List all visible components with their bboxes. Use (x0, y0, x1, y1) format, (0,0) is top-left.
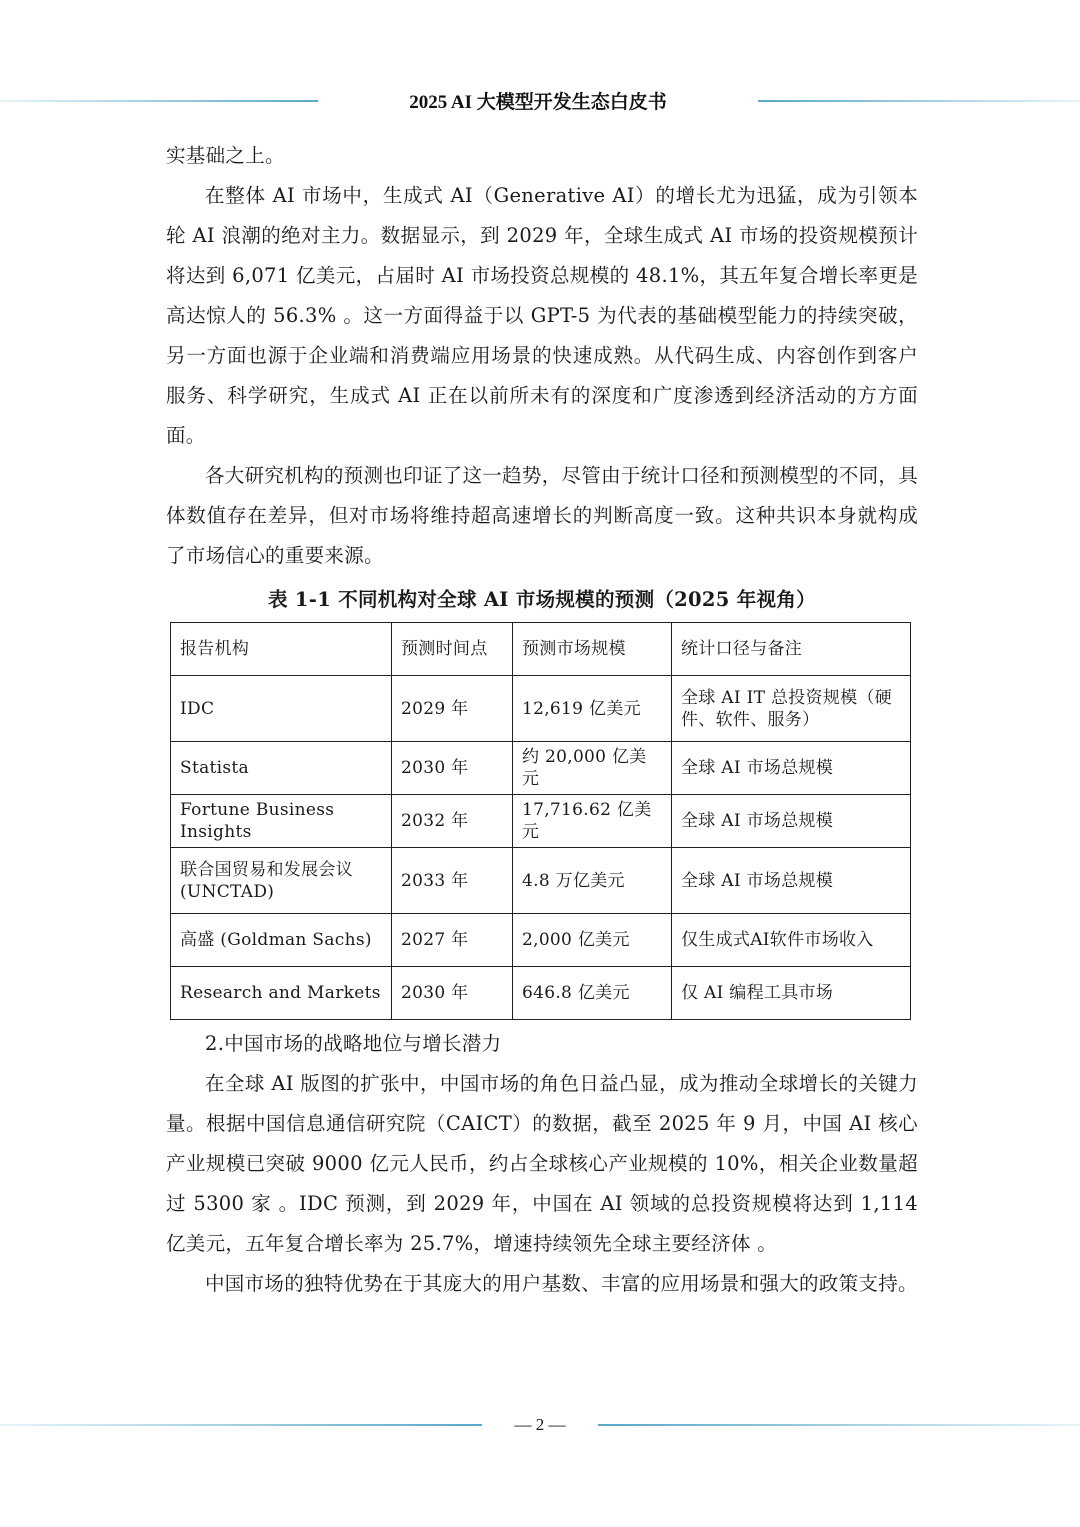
table-row (171, 967, 911, 1020)
table-cell-year: 2033 年 (392, 848, 513, 914)
paragraph-china-market: 在全球 AI 版图的扩张中，中国市场的角色日益凸显，成为推动全球增长的关键力量。根据中国信息通信研究院（CAICT）的数据，截至 2025 年 9 月，中国 AI 核心产业规模已突破 9000 亿元人民币，约占全球核心产业规模的 10%，相关企业数量超过 5300 家 。IDC 预测，到 2029 年，中国在 AI 领域的总投资规模将达到 1,114 亿美元，五年复合增长率为 25.7%，增速持续领先全球主要经济体 。 (166, 1072, 918, 1255)
table-cell-size: 约 20,000 亿美元 (513, 742, 672, 795)
table-cell-org: 高盛 (Goldman Sachs) (171, 914, 392, 967)
table-header-cell: 报告机构 (171, 623, 392, 676)
page-content (166, 136, 918, 1304)
table-cell-org: IDC (171, 676, 392, 742)
header-rule-left (0, 100, 318, 102)
table-header-row (171, 623, 911, 676)
table-cell-size: 4.8 万亿美元 (513, 848, 672, 914)
table-cell-size: 646.8 亿美元 (513, 967, 672, 1020)
section-heading-china-market: 2.中国市场的战略地位与增长潜力 (205, 1032, 502, 1055)
table-cell-year: 2027 年 (392, 914, 513, 967)
table-cell-org: Research and Markets (171, 967, 392, 1020)
page-number: — 2 — (514, 1415, 566, 1434)
header-rule-right (758, 100, 1080, 102)
paragraph-continuation: 实基础之上。 (166, 144, 285, 167)
table-header-cell: 预测市场规模 (513, 623, 672, 676)
table-cell-note: 全球 AI IT 总投资规模（硬件、软件、服务） (672, 676, 911, 742)
document-header-title: 2025 AI 大模型开发生态白皮书 (409, 92, 667, 113)
table-cell-year: 2032 年 (392, 795, 513, 848)
table-header-cell: 统计口径与备注 (672, 623, 911, 676)
table-cell-org: 联合国贸易和发展会议 (UNCTAD) (171, 848, 392, 914)
table-cell-size: 17,716.62 亿美元 (513, 795, 672, 848)
table-cell-note: 全球 AI 市场总规模 (672, 848, 911, 914)
table-cell-note: 全球 AI 市场总规模 (672, 795, 911, 848)
table-row (171, 914, 911, 967)
table-cell-size: 12,619 亿美元 (513, 676, 672, 742)
table-cell-org: Fortune Business Insights (171, 795, 392, 848)
table-row (171, 676, 911, 742)
paragraph-institution-forecasts: 各大研究机构的预测也印证了这一趋势，尽管由于统计口径和预测模型的不同，具体数值存在差异，但对市场将维持超高速增长的判断高度一致。这种共识本身就构成了市场信心的重要来源。 (166, 464, 918, 567)
table-cell-year: 2029 年 (392, 676, 513, 742)
paragraph-china-advantages: 中国市场的独特优势在于其庞大的用户基数、丰富的应用场景和强大的政策支持。 (205, 1272, 918, 1295)
table-caption: 表 1-1 不同机构对全球 AI 市场规模的预测（2025 年视角） (268, 588, 816, 611)
table-cell-note: 全球 AI 市场总规模 (672, 742, 911, 795)
table-row (171, 742, 911, 795)
forecast-table (170, 622, 911, 1020)
table-cell-year: 2030 年 (392, 967, 513, 1020)
table-cell-note: 仅 AI 编程工具市场 (672, 967, 911, 1020)
table-cell-note: 仅生成式AI软件市场收入 (672, 914, 911, 967)
table-row (171, 848, 911, 914)
table-row (171, 795, 911, 848)
table-header-cell: 预测时间点 (392, 623, 513, 676)
footer-rule-right (598, 1424, 1080, 1426)
footer-rule-left (0, 1424, 482, 1426)
table-cell-org: Statista (171, 742, 392, 795)
table-cell-size: 2,000 亿美元 (513, 914, 672, 967)
paragraph-generative-ai: 在整体 AI 市场中，生成式 AI（Generative AI）的增长尤为迅猛，成为引领本轮 AI 浪潮的绝对主力。数据显示，到 2029 年，全球生成式 AI 市场的投资规模预计将达到 6,071 亿美元，占届时 AI 市场投资总规模的 48.1%，其五年复合增长率更是高达惊人的 56.3% 。这一方面得益于以 GPT-5 为代表的基础模型能力的持续突破，另一方面也源于企业端和消费端应用场景的快速成熟。从代码生成、内容创作到客户服务、科学研究，生成式 AI 正在以前所未有的深度和广度渗透到经济活动的方方面面。 (166, 184, 918, 447)
table-cell-year: 2030 年 (392, 742, 513, 795)
